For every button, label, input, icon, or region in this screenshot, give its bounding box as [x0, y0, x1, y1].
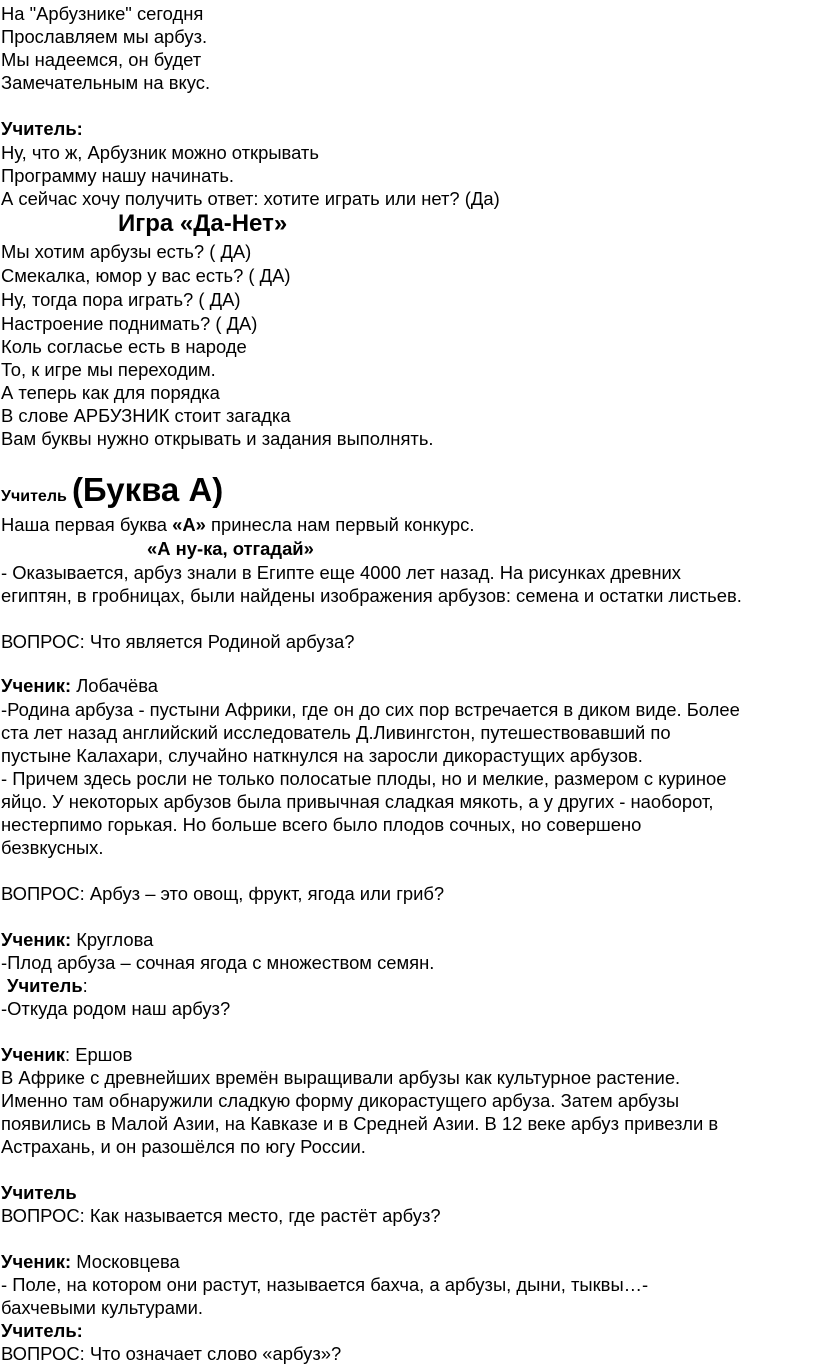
letter-heading	[1, 470, 223, 517]
answer-line: -Плод арбуза – сочная ягода с множеством семян.	[1, 952, 435, 973]
question-line: ВОПРОС: Арбуз – это овощ, фрукт, ягода или гриб?	[1, 883, 445, 904]
answer-speaker	[1, 928, 153, 951]
answer-line: - Поле, на котором они растут, называется бахча, а арбузы, дыни, тыквы…-	[1, 1274, 649, 1295]
fact-line: - Оказывается, арбуз знали в Египте еще 4000 лет назад. На рисунках древних	[1, 562, 681, 583]
question-line: ВОПРОС: Что означает слово «арбуз»?	[1, 1343, 342, 1364]
answer-line: В Африке с древнейших времён выращивали арбузы как культурное растение.	[1, 1067, 681, 1088]
answer-line: бахчевыми культурами.	[1, 1297, 203, 1318]
game-line: А теперь как для порядка	[1, 382, 220, 403]
intro-line: А сейчас хочу получить ответ: хотите играть или нет? (Да)	[1, 188, 500, 209]
game-line: То, к игре мы переходим.	[1, 359, 216, 380]
answer-speaker	[1, 674, 158, 697]
answer-line: Именно там обнаружили сладкую форму дикорастущего арбуза. Затем арбузы	[1, 1090, 680, 1111]
speaker-label: Учитель:	[1, 118, 83, 139]
game-line: Мы хотим арбузы есть? ( ДА)	[1, 241, 252, 262]
student-name: Лобачёва	[71, 675, 159, 696]
speaker-label: Ученик:	[1, 929, 72, 950]
answer-speaker	[1, 1043, 132, 1066]
game-line: В слове АРБУЗНИК стоит загадка	[1, 405, 291, 426]
game-line: Коль согласье есть в народе	[1, 336, 247, 357]
game-line: Настроение поднимать? ( ДА)	[1, 313, 258, 334]
speaker-label: Ученик	[1, 1044, 65, 1065]
speaker-label: Учитель	[1, 488, 67, 505]
game-line: Ну, тогда пора играть? ( ДА)	[1, 289, 241, 310]
question-line: ВОПРОС: Что является Родиной арбуза?	[1, 631, 355, 652]
poem-line: Мы надеемся, он будет	[1, 49, 202, 70]
fact-line: египтян, в гробницах, были найдены изображения арбузов: семена и остатки листьев.	[1, 585, 742, 606]
answer-line: Астрахань, и он разошёлся по югу России.	[1, 1136, 366, 1157]
question-line: -Откуда родом наш арбуз?	[1, 998, 231, 1019]
student-name: Московцева	[71, 1251, 180, 1272]
speaker-colon: :	[82, 975, 88, 996]
game-title: Игра «Да-Нет»	[118, 210, 288, 237]
game-line: Вам буквы нужно открывать и задания выполнять.	[1, 428, 434, 449]
answer-line: пустыне Калахари, случайно наткнулся на заросли дикорастущих арбузов.	[1, 745, 643, 766]
teacher-speaker	[7, 974, 88, 997]
poem-line: Прославляем мы арбуз.	[1, 26, 208, 47]
answer-line: -Родина арбуза - пустыни Африки, где он до сих пор встречается в диком виде. Более	[1, 699, 740, 720]
answer-line: яйцо. У некоторых арбузов была привычная сладкая мякоть, а у других - наоборот,	[1, 791, 714, 812]
student-name: : Ершов	[64, 1044, 133, 1065]
game-line: Смекалка, юмор у вас есть? ( ДА)	[1, 265, 291, 286]
poem-line: На "Арбузнике" сегодня	[1, 3, 204, 24]
letter-highlight: «А»	[172, 514, 206, 535]
poem-line: Замечательным на вкус.	[1, 72, 211, 93]
contest-title: «А ну-ка, отгадай»	[147, 538, 314, 559]
answer-line: появились в Малой Азии, на Кавказе и в Средней Азии. В 12 веке арбуз привезли в	[1, 1113, 719, 1134]
answer-line: нестерпимо горькая. Но больше всего было плодов сочных, но совершено	[1, 814, 642, 835]
speaker-label: Ученик:	[1, 1251, 72, 1272]
answer-line: безвкусных.	[1, 837, 104, 858]
speaker-label: Учитель	[7, 975, 83, 996]
intro-line: Программу нашу начинать.	[1, 165, 235, 186]
question-line: ВОПРОС: Как называется место, где растёт арбуз?	[1, 1205, 441, 1226]
letter-intro	[1, 513, 474, 536]
intro-text: Наша первая буква	[1, 514, 173, 535]
answer-line: ста лет назад английский исследователь Д.Ливингстон, путешествовавший по	[1, 722, 671, 743]
speaker-label: Ученик:	[1, 675, 72, 696]
letter-title: (Буква А)	[71, 471, 224, 508]
answer-line: - Причем здесь росли не только полосатые плоды, но и мелкие, размером с куриное	[1, 768, 727, 789]
student-name: Круглова	[71, 929, 154, 950]
speaker-label: Учитель	[1, 1182, 77, 1203]
intro-line: Ну, что ж, Арбузник можно открывать	[1, 142, 319, 163]
answer-speaker	[1, 1250, 180, 1273]
speaker-label: Учитель:	[1, 1320, 83, 1341]
intro-text: принесла нам первый конкурс.	[205, 514, 475, 535]
